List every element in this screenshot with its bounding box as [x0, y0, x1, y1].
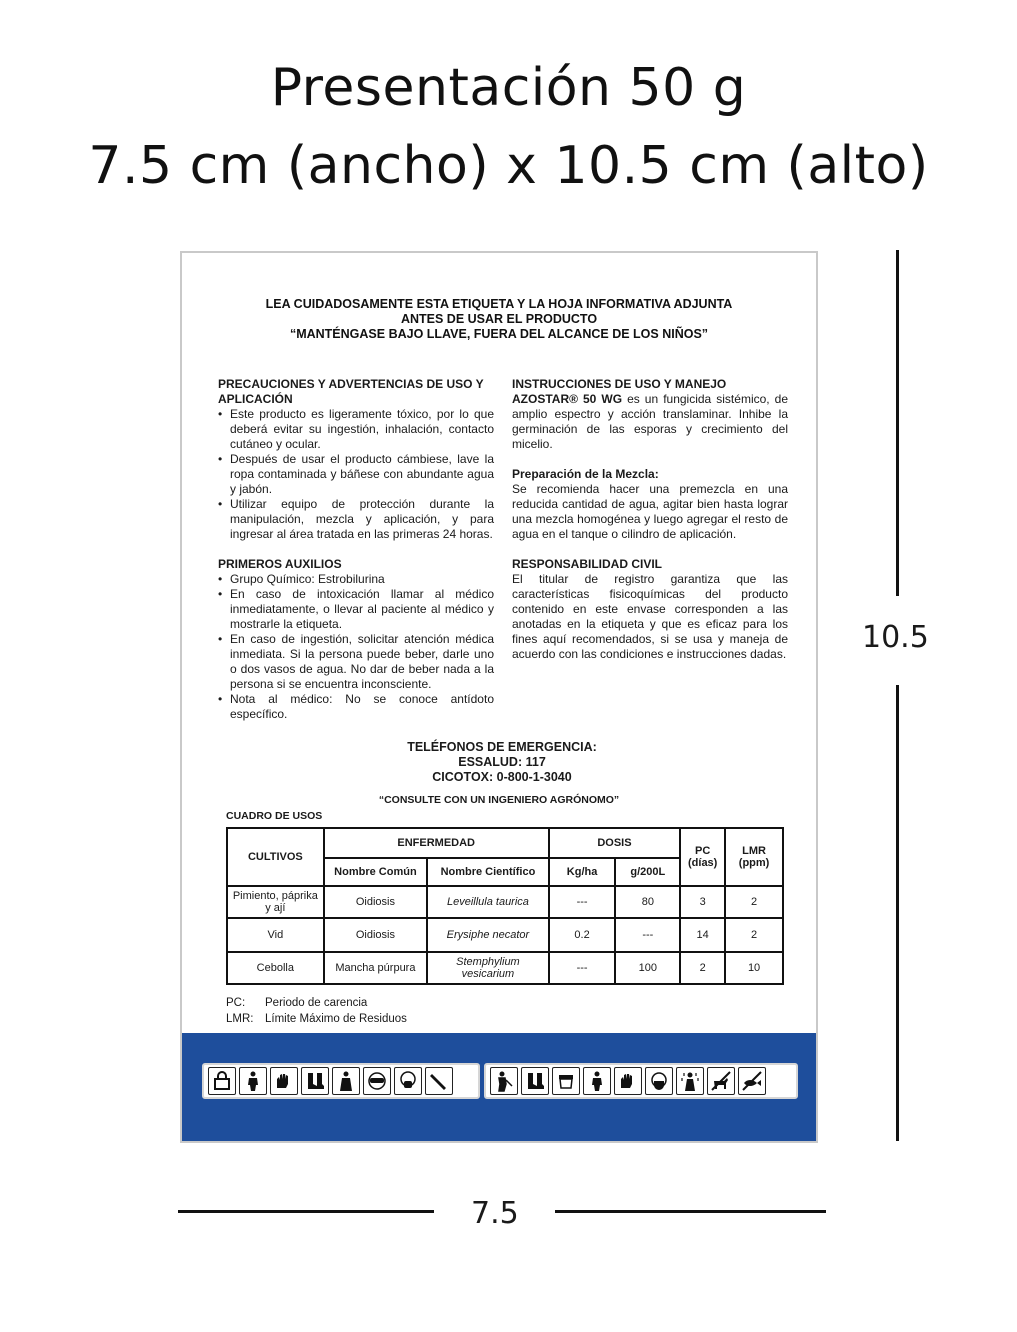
- cell-lmr: 2: [725, 918, 783, 952]
- cell-pc: 2: [680, 952, 725, 984]
- emergency-title: TELÉFONOS DE EMERGENCIA:: [407, 740, 597, 754]
- mask-icon: [645, 1067, 673, 1095]
- width-dimension-label: 7.5: [471, 1196, 519, 1231]
- left-column: [218, 377, 494, 737]
- cell-comun: Oidiosis: [324, 886, 428, 918]
- table-legend: [226, 995, 407, 1027]
- liability-text: El titular de registro garantiza que las características fisicoquímicas del producto contenido en este envase corresponden a las anotadas en la etiqueta y que es eficaz para los fines aquí recomendados, si se usa y maneja de acuerdo con las condiciones e instrucciones dadas.: [512, 572, 788, 661]
- label-header: [182, 297, 816, 342]
- cell-g200l: 100: [615, 952, 680, 984]
- emergency-phones: [182, 740, 822, 785]
- col-header-enfermedad: ENFERMEDAD: [324, 828, 549, 858]
- gloves-icon: [270, 1067, 298, 1095]
- overall-icon: [239, 1067, 267, 1095]
- height-dimension-line-bottom: [896, 685, 899, 1141]
- cell-kgha: ---: [549, 952, 616, 984]
- instructions-text: [512, 392, 788, 452]
- spray-icon: [425, 1067, 453, 1095]
- cell-cultivo: Pimiento, páprika y ají: [227, 886, 324, 918]
- instructions-body: es un fungicida sistémico, de amplio espectro y acción translaminar. Inhibe la germinación de las esporas y crecimiento del micelio.: [512, 392, 789, 451]
- cell-pc: 3: [680, 886, 725, 918]
- instructions-title: INSTRUCCIONES DE USO Y MANEJO: [512, 377, 727, 391]
- consult-agronomist: “CONSULTE CON UN INGENIERO AGRÓNOMO”: [378, 794, 620, 806]
- legend-pc: PC: Periodo de carencia: [226, 997, 368, 1009]
- cell-kgha: ---: [549, 886, 616, 918]
- col-header-cientifico: Nombre Científico: [427, 858, 549, 886]
- first-aid-item: • Grupo Químico: Estrobilurina: [218, 572, 494, 587]
- col-header-dosis: DOSIS: [549, 828, 681, 858]
- first-aid-item: • En caso de ingestión, solicitar atención médica inmediata. Si la persona puede beber, darle uno o dos vasos de agua. No dar de beber nada a la persona si se encuentra inconsciente.: [218, 632, 494, 692]
- col-header-cultivos: CULTIVOS: [227, 828, 324, 886]
- cell-lmr: 10: [725, 952, 783, 984]
- table-row: [227, 886, 783, 918]
- instructions-section: [512, 377, 788, 452]
- wash-icon: [676, 1067, 704, 1095]
- cell-g200l: 80: [615, 886, 680, 918]
- header-line-3: “MANTÉNGASE BAJO LLAVE, FUERA DEL ALCANCE DE LOS NIÑOS”: [289, 327, 709, 341]
- boots-icon: [521, 1067, 549, 1095]
- header-line-1: LEA CUIDADOSAMENTE ESTA ETIQUETA Y LA HOJA INFORMATIVA ADJUNTA: [265, 297, 733, 311]
- first-aid-section: [218, 557, 494, 722]
- col-header-lmr: LMR (ppm): [725, 828, 783, 886]
- storage-lock-icon: [208, 1067, 236, 1095]
- cell-g200l: ---: [615, 918, 680, 952]
- overall-icon: [583, 1067, 611, 1095]
- header-line-2: ANTES DE USAR EL PRODUCTO: [400, 312, 598, 326]
- liability-title: RESPONSABILIDAD CIVIL: [512, 557, 663, 571]
- precautions-title: PRECAUCIONES Y ADVERTENCIAS DE USO Y APLICACIÓN: [218, 377, 484, 406]
- applicator-icon: [490, 1067, 518, 1095]
- width-dimension-line-right: [555, 1210, 826, 1213]
- height-dimension-line-top: [896, 250, 899, 596]
- pictogram-group-1: [202, 1063, 480, 1099]
- mixture-section: [512, 467, 788, 542]
- width-dimension-line-left: [178, 1210, 434, 1213]
- table-row: [227, 918, 783, 952]
- col-header-kgha: Kg/ha: [549, 858, 616, 886]
- mixture-text: Se recomienda hacer una premezcla en una reducida cantidad de agua, agitar bien hasta lograr una mezcla homogénea y luego agregar el resto de agua en el tanque o cilindro de aplicación.: [512, 482, 788, 541]
- boots-icon: [301, 1067, 329, 1095]
- product-label: [180, 251, 818, 1143]
- no-animals-icon: [707, 1067, 735, 1095]
- cell-cultivo: Vid: [227, 918, 324, 952]
- cell-kgha: 0.2: [549, 918, 616, 952]
- no-fish-icon: [738, 1067, 766, 1095]
- col-header-pc: PC (días): [680, 828, 725, 886]
- emergency-cicotox: CICOTOX: 0-800-1-3040: [432, 770, 572, 784]
- emergency-essalud: ESSALUD: 117: [458, 755, 546, 769]
- table-row: [227, 952, 783, 984]
- cell-comun: Mancha púrpura: [324, 952, 428, 984]
- precaution-item: • Utilizar equipo de protección durante la manipulación, mezcla y aplicación, y para ingresar al área tratada en las primeras 24 horas.: [218, 497, 494, 542]
- cell-cientifico: Leveillula taurica: [427, 886, 549, 918]
- legend-lmr: LMR: Límite Máximo de Residuos: [226, 1013, 407, 1025]
- goggles-icon: [363, 1067, 391, 1095]
- precautions-section: [218, 377, 494, 542]
- uses-table-title: CUADRO DE USOS: [226, 810, 323, 822]
- apron-icon: [332, 1067, 360, 1095]
- cell-cientifico: Erysiphe necator: [427, 918, 549, 952]
- gloves-icon: [614, 1067, 642, 1095]
- product-name: AZOSTAR® 50 WG: [512, 392, 623, 406]
- precaution-item: • Este producto es ligeramente tóxico, por lo que deberá evitar su ingestión, inhalación, contacto cutáneo y ocular.: [218, 407, 494, 452]
- first-aid-title: PRIMEROS AUXILIOS: [218, 557, 342, 571]
- face-shield-icon: [552, 1067, 580, 1095]
- col-header-g200l: g/200L: [615, 858, 680, 886]
- height-dimension-label: 10.5: [862, 620, 929, 655]
- page-title-presentation: Presentación 50 g: [270, 58, 747, 118]
- cell-cultivo: Cebolla: [227, 952, 324, 984]
- precaution-item: • Después de usar el producto cámbiese, lave la ropa contaminada y báñese con abundante agua y jabón.: [218, 452, 494, 497]
- cell-cientifico: Stemphylium vesicarium: [427, 952, 549, 984]
- cell-pc: 14: [680, 918, 725, 952]
- pictogram-group-2: [484, 1063, 798, 1099]
- pictogram-band: [182, 1033, 816, 1141]
- liability-section: [512, 557, 788, 662]
- cell-comun: Oidiosis: [324, 918, 428, 952]
- uses-table: [226, 827, 784, 985]
- mixture-title: Preparación de la Mezcla:: [512, 467, 659, 481]
- first-aid-item: • Nota al médico: No se conoce antídoto específico.: [218, 692, 494, 722]
- col-header-comun: Nombre Común: [324, 858, 428, 886]
- respirator-icon: [394, 1067, 422, 1095]
- page-title-size: 7.5 cm (ancho) x 10.5 cm (alto): [88, 136, 929, 196]
- first-aid-item: • En caso de intoxicación llamar al médico inmediatamente, o llevar al paciente al médico y mostrarle la etiqueta.: [218, 587, 494, 632]
- right-column: [512, 377, 788, 677]
- cell-lmr: 2: [725, 886, 783, 918]
